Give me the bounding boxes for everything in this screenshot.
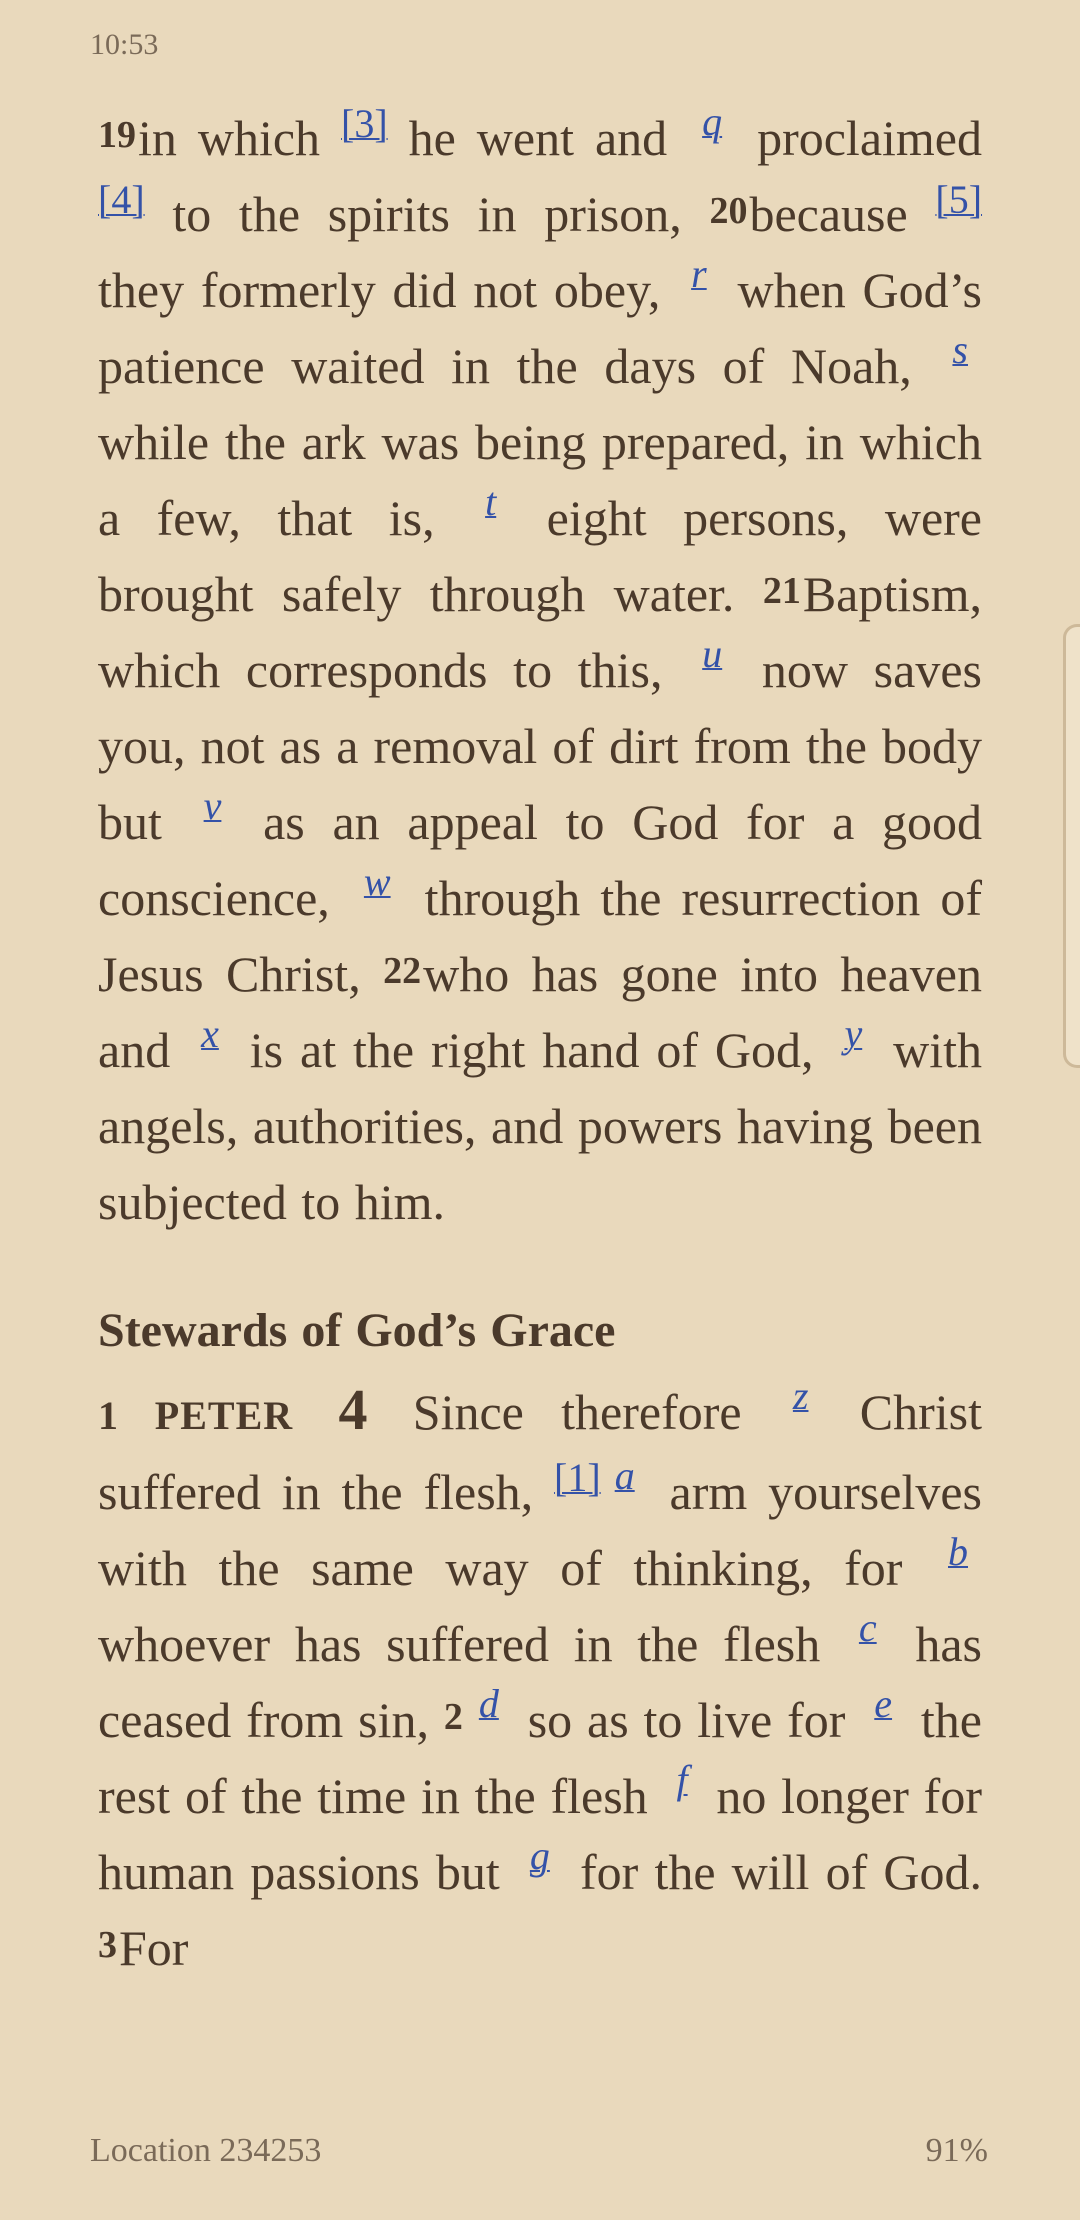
section-heading: Stewards of God’s Grace [98, 1304, 616, 1357]
verse-text: to the spirits in prison, [144, 186, 710, 242]
verse-number: 20 [709, 190, 748, 232]
cross-reference-link[interactable]: y [844, 1011, 863, 1056]
verse-text: For [119, 1920, 189, 1976]
cross-reference-link[interactable]: g [529, 1833, 550, 1878]
cross-reference-link[interactable]: f [676, 1757, 688, 1802]
cross-reference-link[interactable]: s [952, 327, 968, 372]
status-time: 10:53 [90, 28, 159, 61]
verse-text: they formerly did not obey, [98, 262, 678, 318]
book-label: 1 PETER [98, 1393, 294, 1438]
verse-text: Since therefore [375, 1384, 779, 1440]
verse-number: 3 [98, 1924, 117, 1966]
verse-text: eight persons, were brought safely through water. [98, 490, 982, 622]
cross-reference-link[interactable]: u [702, 631, 723, 676]
chapter-number: 4 [338, 1377, 368, 1442]
cross-reference-link[interactable]: q [702, 99, 723, 144]
verse-text: because [749, 186, 936, 242]
verse-text: for the will of God. [563, 1844, 982, 1900]
passage-paragraph [98, 1372, 982, 1986]
verse-number: 21 [762, 570, 801, 612]
cross-reference-link[interactable]: z [792, 1373, 809, 1418]
verse-text: through the resurrection of Jesus Christ, [98, 870, 983, 1002]
verse-text: has ceased from sin, [98, 1616, 982, 1748]
verse-text: Baptism, which corresponds to this, [98, 566, 982, 698]
footnote-link[interactable]: [4] [98, 177, 145, 222]
cross-reference-link[interactable]: t [485, 479, 497, 524]
cross-reference-link[interactable]: d [478, 1681, 499, 1726]
verse-text: who has gone into heaven and [98, 946, 983, 1078]
progress-percent: 91% [925, 2132, 988, 2169]
verse-text: proclaimed [736, 110, 982, 166]
verse-text: Christ suffered in the flesh, [98, 1384, 983, 1520]
reader-footer [90, 2132, 988, 2170]
cross-reference-link[interactable]: c [858, 1605, 877, 1650]
footnote-link[interactable]: [5] [935, 177, 983, 222]
verse-text: is at the right hand of God, [232, 1022, 831, 1078]
cross-reference-link[interactable]: v [203, 783, 222, 828]
scrollbar-handle[interactable] [1063, 624, 1080, 1068]
verse-number: 19 [98, 114, 136, 156]
footnote-link[interactable]: [3] [341, 101, 388, 146]
verse-number: 2 [443, 1696, 463, 1738]
verse-text: whoever has suffered in the flesh [98, 1616, 845, 1672]
verse-text: arm yourselves with the same way of thinking, for [98, 1464, 983, 1596]
verse-text: in which [138, 110, 342, 166]
passage-paragraph [98, 100, 982, 1240]
location-label: Location 234253 [90, 2132, 322, 2169]
cross-reference-link[interactable]: e [874, 1681, 893, 1726]
verse-text: so as to live for [512, 1692, 861, 1748]
cross-reference-link[interactable]: a [614, 1453, 635, 1498]
verse-text: no longer for human passions but [98, 1768, 982, 1900]
verse-text: when God’s patience waited in the days of Noah, [98, 262, 982, 394]
footnote-link[interactable]: [1] [554, 1455, 601, 1500]
verse-text: as an appeal to God for a good conscience, [98, 794, 982, 926]
verse-text: now saves you, not as a removal of dirt from the body but [98, 642, 982, 850]
verse-text: he went and [387, 110, 689, 166]
cross-reference-link[interactable]: b [948, 1529, 968, 1574]
cross-reference-link[interactable]: w [363, 859, 391, 904]
reader-text [98, 100, 982, 1986]
verse-text: with angels, authorities, and powers having been subjected to him. [98, 1022, 982, 1230]
verse-number: 22 [383, 950, 422, 992]
cross-reference-link[interactable]: r [691, 251, 707, 296]
verse-text: the rest of the time in the flesh [98, 1692, 982, 1824]
cross-reference-link[interactable]: x [201, 1011, 219, 1056]
verse-text: while the ark was being prepared, in which a few, that is, [98, 414, 982, 546]
